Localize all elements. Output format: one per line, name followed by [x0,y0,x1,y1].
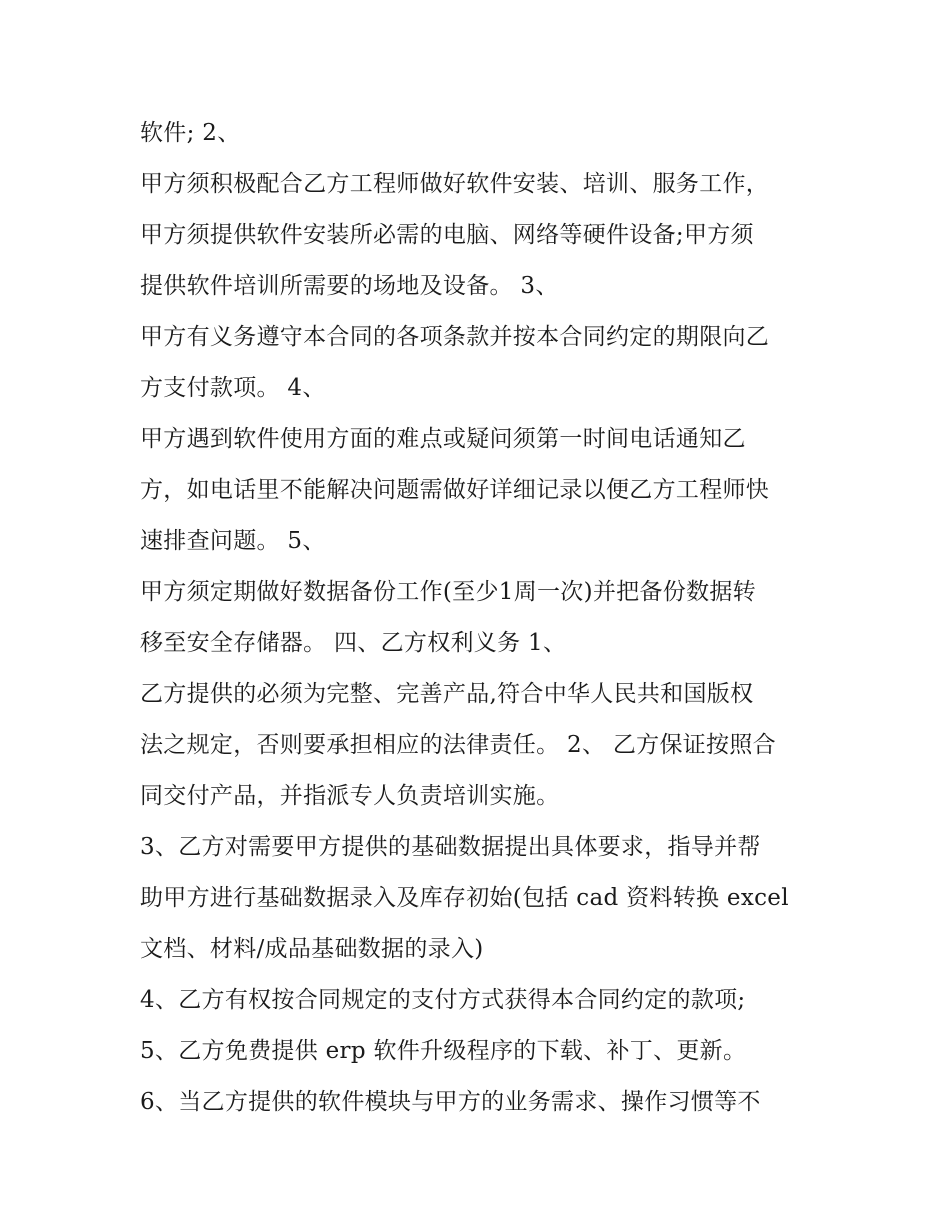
text-line: 3、乙方对需要甲方提供的基础数据提出具体要求，指导并帮 [140,834,761,860]
text-line: 4、乙方有权按合同规定的支付方式获得本合同约定的款项; [140,987,746,1013]
text-line: 助甲方进行基础数据录入及库存初始(包括 cad 资料转换 excel [140,885,789,911]
text-line: 甲方须积极配合乙方工程师做好软件安装、培训、服务工作， [140,171,770,197]
text-line: 甲方有义务遵守本合同的各项条款并按本合同约定的期限向乙 [140,324,770,350]
text-line: 甲方遇到软件使用方面的难点或疑问须第一时间电话通知乙 [140,426,746,452]
document-body [140,108,820,1128]
text-line: 6、当乙方提供的软件模块与甲方的业务需求、操作习惯等不 [140,1089,761,1115]
text-line: 乙方提供的必须为完整、完善产品,符合中华人民共和国版权 [140,681,754,707]
text-line: 甲方须提供软件安装所必需的电脑、网络等硬件设备;甲方须 [140,222,754,248]
text-line: 法之规定，否则要承担相应的法律责任。 2、 乙方保证按照合 [140,732,776,758]
text-line: 同交付产品，并指派专人负责培训实施。 [140,783,560,809]
text-line: 5、乙方免费提供 erp 软件升级程序的下载、补丁、更新。 [140,1038,747,1064]
text-line: 方，如电话里不能解决问题需做好详细记录以便乙方工程师快 [140,477,770,503]
text-line: 方支付款项。 4、 [140,375,326,401]
text-line: 提供软件培训所需要的场地及设备。 3、 [140,273,559,299]
text-line: 甲方须定期做好数据备份工作(至少1周一次)并把备份数据转 [140,579,756,605]
text-line: 移至安全存储器。 四、乙方权利义务 1、 [140,630,567,656]
text-line: 文档、材料/成品基础数据的录入) [140,936,484,962]
text-line: 速排查问题。 5、 [140,528,326,554]
text-line: 软件; 2、 [140,120,241,146]
